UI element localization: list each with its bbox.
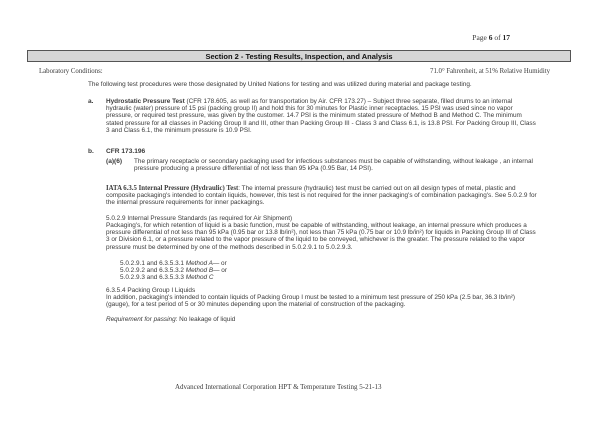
page-of: of: [494, 33, 501, 42]
page-prefix: Page: [472, 33, 487, 42]
item-a6-label: (a)(6): [106, 158, 123, 165]
requirement-text: : No leakage of liquid: [175, 316, 236, 323]
method-suffix: — or: [213, 267, 227, 274]
iata-heading: IATA 6.3.5 Internal Pressure (Hydraulic) Test: [106, 185, 239, 192]
method-suffix: — or: [212, 260, 227, 267]
iata-text: : The internal pressure (hydraulic) test must be carried out on all design types of metal, plastic and composite packaging's intended to contain liquids, however, this test is not required for the inner packaging's of combination packaging's. See 5.0.2.9 for the internal pressure requirements for inner packagings.: [106, 185, 537, 207]
iata-paragraph: [106, 185, 538, 207]
standards-title: 5.0.2.9 Internal Pressure Standards (as required for Air Shipment): [106, 215, 293, 222]
item-b-label: b.: [88, 148, 94, 155]
method-name: Method C: [185, 274, 214, 281]
page-current: 6: [488, 33, 493, 42]
item-b-heading: CFR 173.196: [106, 148, 146, 155]
footer-text: Advanced International Corporation HPT & Temperature Testing 5-21-13: [175, 383, 382, 391]
page-total: 17: [502, 33, 510, 42]
lab-conditions-label: Laboratory Conditions:: [39, 68, 103, 75]
requirement-label: Requirement for passing: [106, 316, 176, 323]
intro-paragraph: The following test procedures were those designated by United Nations for testing and was utilized during material and package testing.: [88, 81, 472, 88]
section-title: Section 2 - Testing Results, Inspection, and Analysis: [205, 52, 393, 61]
method-codes: 5.0.2.9.1 and 6.3.5.3.1: [120, 260, 184, 267]
method-item: [120, 274, 213, 281]
method-name: Method B: [185, 267, 214, 274]
section-banner: [27, 50, 571, 62]
lab-conditions-value: 71.0° Fahrenheit, at 51% Relative Humidity: [430, 68, 550, 75]
item-a-text: (CFR 178.605, as well as for transportation by Air. CFR 173.27) – Subject three separate, filled drums to an internal hydraulic (water) pressure of 15 psi (packing group II) and hold this for 30 minutes for Plastic inner receptacles. 15 PSI was used since no vapor pressure, or required test pressure, was given by the customer. 14.7 PSI is the minimum stated pressure of Method B and Method C. The minimum stated pressure for all classes in Packing Group II and III, other than Packing Group III - Class 3 and Class 6.1, is 13.8 PSI. For Packing Group III, Class 3 and Class 6.1, the minimum pressure is 10.9 PSI.: [106, 98, 536, 134]
method-codes: 5.0.2.9.2 and 6.3.5.3.2: [120, 267, 184, 274]
item-a-paragraph: [106, 98, 538, 134]
item-a-heading: Hydrostatic Pressure Test: [106, 98, 185, 105]
item-a-label: a.: [88, 98, 94, 105]
method-codes: 5.0.2.9.3 and 6.3.5.3.3: [120, 274, 184, 281]
packing-group-title: 6.3.5.4 Packing Group I Liquids: [106, 287, 196, 294]
packing-group-paragraph: In addition, packaging's intended to contain liquids of Packing Group I must be tested to a minimum test pressure of 250 kPa (2.5 bar, 36.3 lb/in²) (gauge), for a test period of 5 or 30 minutes depending upon the material of construction of the packaging.: [106, 294, 516, 309]
standards-paragraph: Packaging's, for which retention of liquid is a basic function, must be capable of withstanding, without leakage, an internal pressure which produces a pressure differential of not less than 95 kPa (0.95 bar or 13.8 lb/in²), not less than 75 kPa (0.75 bar or 10.9 lb/in²) for liquids in Packing Group III of Class 3 or Division 6.1, or a pressure related to the vapor pressure of the liquid to be conveyed, whichever is the greater. The pressure related to the vapor pressure must be determined by one of the methods described in 5.0.2.9.1 to 5.0.2.9.3.: [106, 222, 536, 251]
item-a6-text: The primary receptacle or secondary packaging used for infectious substances must be capable of withstanding, without leakage , an internal pressure producing a pressure differential of not less than 95 kPa (0.95 Bar, 14 PSI).: [134, 158, 533, 173]
requirement-line: [106, 316, 538, 323]
page-number: [472, 33, 510, 42]
method-name: Method A: [185, 260, 213, 267]
